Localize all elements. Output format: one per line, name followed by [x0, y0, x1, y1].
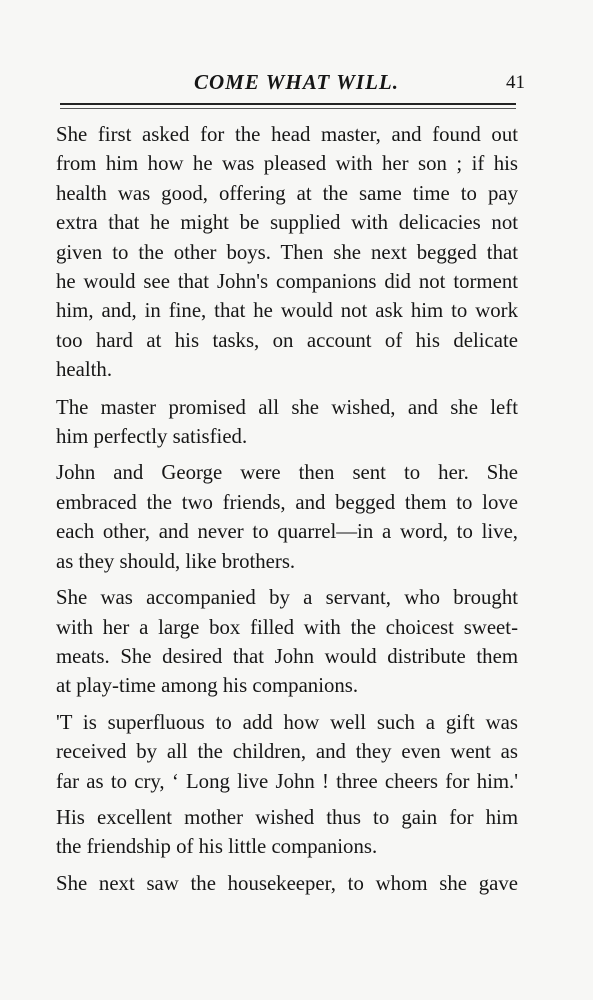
text-line: him perfectly satisfied.	[56, 425, 248, 449]
page-number: 41	[506, 72, 525, 93]
text-line: too hard at his tasks, on account of his delicate	[56, 328, 518, 352]
text-line: embraced the two friends, and begged them to love	[56, 490, 518, 514]
paragraph	[56, 120, 518, 385]
text-line: extra that he might be supplied with delicacies not	[56, 211, 518, 235]
text-line: with her a large box filled with the choicest sweet-	[56, 615, 518, 639]
text-line: His excellent mother wished thus to gain for him	[56, 805, 518, 829]
text-line: health was good, offering at the same time to pay	[56, 181, 518, 205]
text-line: health.	[56, 358, 113, 382]
text-line: She was accompanied by a servant, who brought	[56, 586, 518, 610]
text-line: John and George were then sent to her. She	[56, 461, 518, 485]
text-line: him, and, in fine, that he would not ask him to work	[56, 299, 518, 323]
running-header-title: COME WHAT WILL.	[193, 70, 400, 94]
paragraph	[56, 708, 518, 796]
text-line: at play-time among his companions.	[56, 674, 359, 698]
text-line: meats. She desired that John would distribute them	[56, 644, 518, 668]
paragraph	[56, 583, 518, 701]
text-line: as they should, like brothers.	[56, 549, 296, 573]
text-line: given to the other boys. Then she next begged that	[56, 240, 518, 264]
text-line: 'T is superfluous to add how well such a gift was	[56, 710, 518, 734]
paragraph	[56, 803, 518, 862]
text-line: each other, and never to quarrel—in a word, to live,	[56, 520, 518, 544]
text-line: from him how he was pleased with her son ; if his	[56, 152, 518, 176]
text-line: the friendship of his little companions.	[56, 835, 378, 859]
paragraph	[56, 458, 518, 576]
body-text	[56, 120, 518, 905]
text-line: far as to cry, ‘ Long live John ! three cheers for him.'	[56, 769, 518, 793]
paragraph	[56, 869, 518, 898]
text-line: She next saw the housekeeper, to whom she gave	[56, 871, 518, 895]
header-rule-thin	[60, 108, 516, 109]
text-line: The master promised all she wished, and she left	[56, 395, 518, 419]
text-line: he would see that John's companions did not torment	[56, 270, 518, 294]
text-line: She first asked for the head master, and found out	[56, 123, 518, 146]
paragraph	[56, 393, 518, 452]
header-rule	[60, 103, 516, 105]
text-line: received by all the children, and they even went as	[56, 740, 518, 764]
